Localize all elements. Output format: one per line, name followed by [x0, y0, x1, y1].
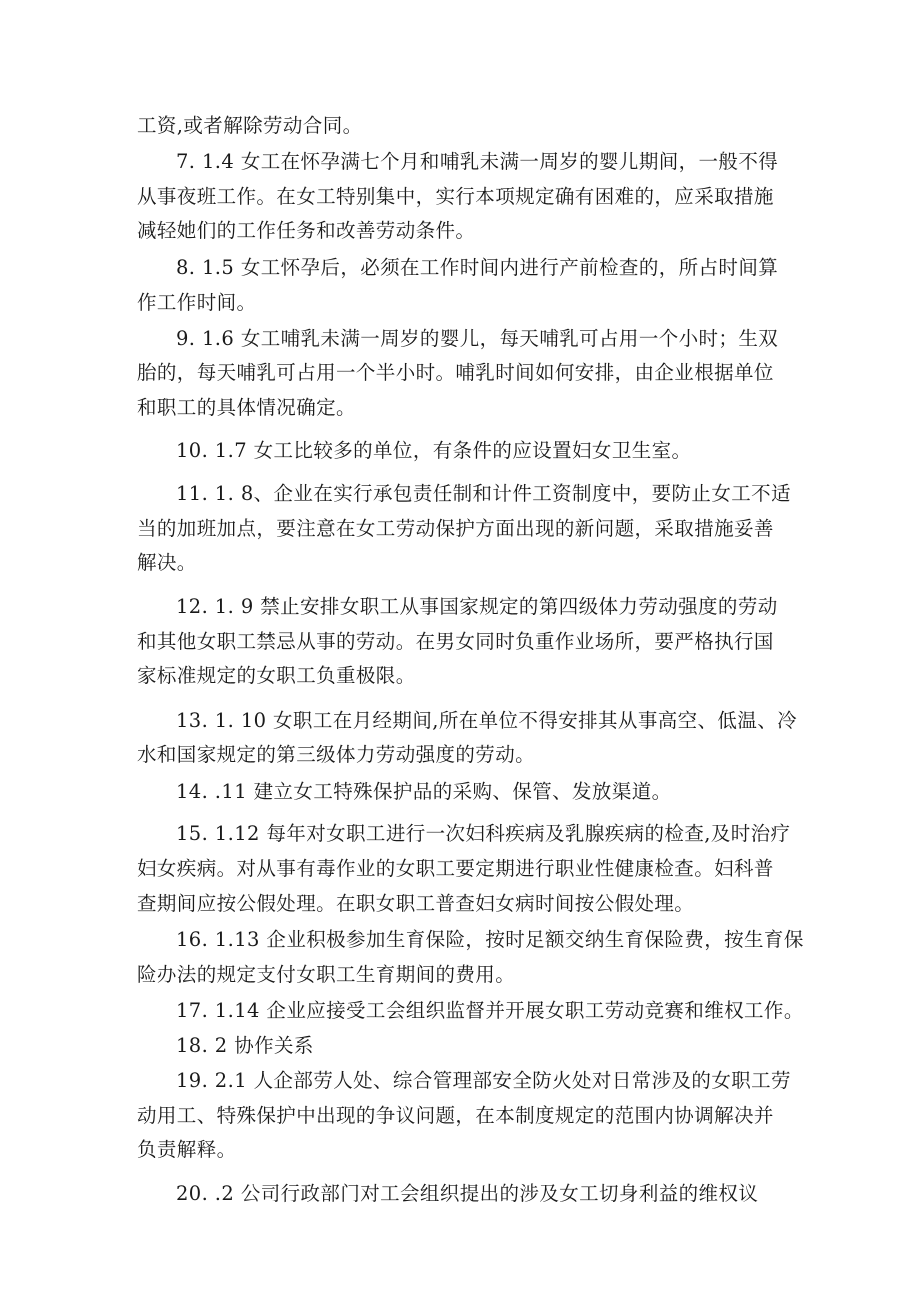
- text-line: 9. 1.6 女工哺乳未满一周岁的婴儿，每天哺乳可占用一个小时；生双: [176, 327, 779, 350]
- text-line: 动用工、特殊保护中出现的争议问题，在本制度规定的范围内协调解决并: [137, 1104, 774, 1127]
- text-line: 妇女疾病。对从事有毒作业的女职工要定期进行职业性健康检查。妇科普: [137, 857, 774, 880]
- text-line: 工资,或者解除劳动合同。: [137, 114, 363, 137]
- text-line: 减轻她们的工作任务和改善劳动条件。: [137, 219, 476, 242]
- text-line: 和其他女职工禁忌从事的劳动。在男女同时负重作业场所，要严格执行国: [137, 630, 774, 653]
- text-line: 水和国家规定的第三级体力劳动强度的劳动。: [137, 743, 536, 766]
- text-line: 和职工的具体情况确定。: [137, 396, 356, 419]
- text-line: 家标准规定的女职工负重极限。: [137, 664, 416, 687]
- text-line: 险办法的规定支付女职工生育期间的费用。: [137, 963, 516, 986]
- text-line: 12. 1. 9 禁止安排女职工从事国家规定的第四级体力劳动强度的劳动: [176, 595, 778, 618]
- text-line: 17. 1.14 企业应接受工会组织监督并开展女职工劳动竞赛和维权工作。: [176, 999, 804, 1022]
- text-line: 13. 1. 10 女职工在月经期间,所在单位不得安排其从事高空、低温、冷: [176, 709, 798, 732]
- text-line: 查期间应按公假处理。在职女职工普查妇女病时间按公假处理。: [137, 892, 695, 915]
- text-line: 当的加班加点，要注意在女工劳动保护方面出现的新问题，采取措施妥善: [137, 517, 774, 540]
- text-line: 7. 1.4 女工在怀孕满七个月和哺乳未满一周岁的婴儿期间，一般不得: [176, 150, 779, 173]
- text-line: 19. 2.1 人企部劳人处、综合管理部安全防火处对日常涉及的女职工劳: [176, 1069, 791, 1092]
- text-line: 16. 1.13 企业积极参加生育保险，按时足额交纳生育保险费，按生育保: [176, 928, 804, 951]
- text-line: 15. 1.12 每年对女职工进行一次妇科疾病及乳腺疾病的检查,及时治疗: [176, 822, 791, 845]
- text-line: 胎的，每天哺乳可占用一个半小时。哺乳时间如何安排，由企业根据单位: [137, 361, 774, 384]
- text-line: 11. 1. 8、企业在实行承包责任制和计件工资制度中，要防止女工不适: [176, 482, 791, 505]
- text-line: 14. .11 建立女工特殊保护品的采购、保管、发放渠道。: [176, 780, 672, 803]
- text-line: 10. 1.7 女工比较多的单位，有条件的应设置妇女卫生室。: [176, 439, 692, 462]
- text-line: 解决。: [137, 551, 197, 574]
- text-line: 作工作时间。: [137, 291, 257, 314]
- text-line: 8. 1.5 女工怀孕后，必须在工作时间内进行产前检查的，所占时间算: [176, 256, 779, 279]
- text-line: 负责解释。: [137, 1138, 237, 1161]
- section-heading: 18. 2 协作关系: [176, 1034, 314, 1057]
- text-line: 从事夜班工作。在女工特别集中，实行本项规定确有困难的，应采取措施: [137, 185, 774, 208]
- text-line: 20. .2 公司行政部门对工会组织提出的涉及女工切身利益的维权议: [176, 1182, 759, 1205]
